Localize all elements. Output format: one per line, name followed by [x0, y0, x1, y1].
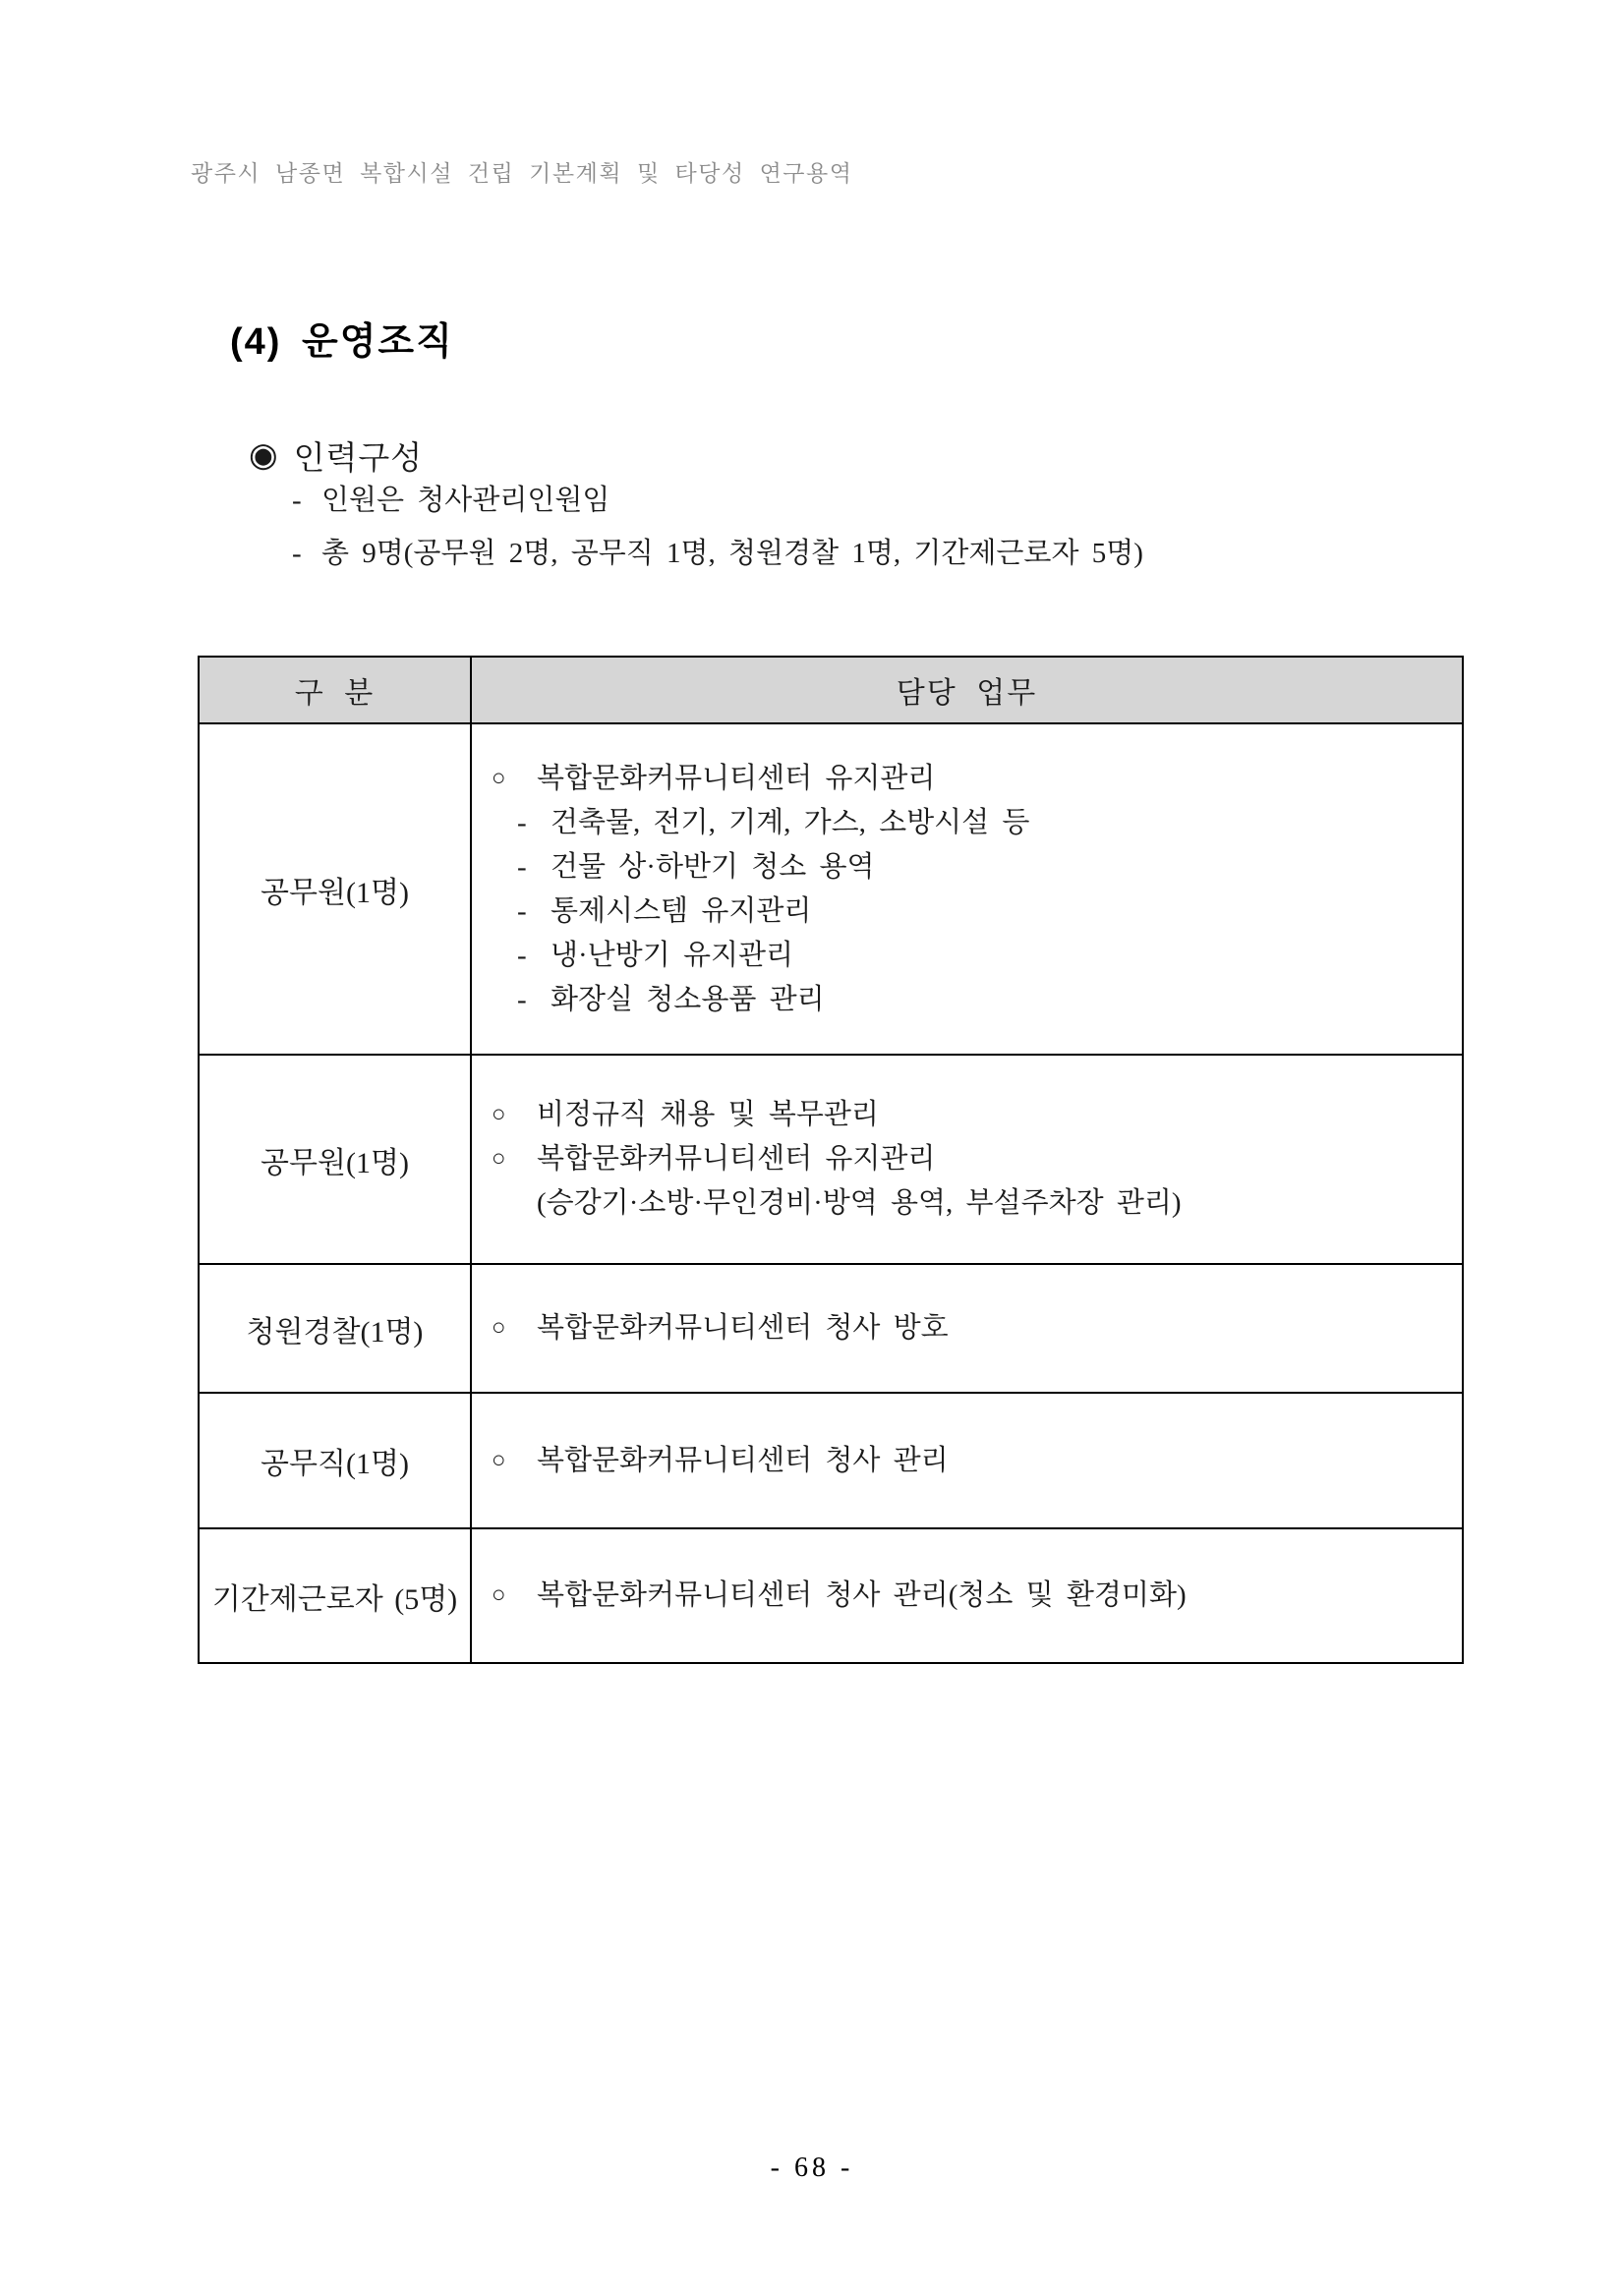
duty-line [492, 1439, 1452, 1483]
duty-line [492, 1093, 1452, 1137]
list-item [292, 537, 1143, 570]
duty-line [517, 934, 1452, 978]
dash-bullet-icon: - [292, 538, 302, 569]
category-cell: 청원경찰(1명) [199, 1264, 471, 1393]
category-cell: 기간제근로자 (5명) [199, 1528, 471, 1663]
duty-line [492, 757, 1452, 801]
duties-cell [471, 1264, 1463, 1393]
table-row [199, 1393, 1463, 1528]
dash-bullet-icon: - [517, 939, 527, 971]
document-header: 광주시 남종면 복합시설 건립 기본계획 및 타당성 연구용역 [191, 160, 853, 186]
duties-cell [471, 723, 1463, 1055]
list-item [292, 484, 1143, 517]
category-cell: 공무원(1명) [199, 1055, 471, 1264]
duty-text: 복합문화커뮤니티센터 청사 방호 [537, 1312, 949, 1344]
duty-text: 복합문화커뮤니티센터 청사 관리(청소 및 환경미화) [537, 1579, 1187, 1611]
duty-text: 복합문화커뮤니티센터 유지관리 [537, 1143, 936, 1175]
staff-duties-table [198, 656, 1464, 1664]
subsection-label: 인력구성 [293, 441, 424, 477]
category-cell: 공무원(1명) [199, 723, 471, 1055]
list-item-text: 총 9명(공무원 2명, 공무직 1명, 청원경찰 1명, 기간제근로자 5명) [321, 538, 1143, 569]
circle-bullet-icon: ○ [492, 1102, 506, 1127]
circle-bullet-icon: ○ [492, 1447, 506, 1473]
intro-list [292, 484, 1143, 590]
duty-text: (승강기·소방·무인경비·방역 용역, 부설주차장 관리) [537, 1187, 1182, 1219]
duty-text: 건축물, 전기, 기계, 가스, 소방시설 등 [551, 806, 1030, 838]
table-row [199, 1055, 1463, 1264]
dash-bullet-icon: - [517, 983, 527, 1015]
duty-text: 건물 상·하반기 청소 용역 [551, 850, 875, 883]
duty-line [537, 1181, 1452, 1226]
duty-text: 화장실 청소용품 관리 [551, 983, 825, 1015]
dash-bullet-icon: - [517, 850, 527, 883]
duty-line [492, 1574, 1452, 1618]
circle-bullet-icon: ○ [492, 765, 506, 791]
duties-cell [471, 1528, 1463, 1663]
table-header-row [199, 657, 1463, 723]
duty-line [492, 1306, 1452, 1350]
table-row [199, 1528, 1463, 1663]
table-row [199, 1264, 1463, 1393]
list-item-text: 인원은 청사관리인원임 [321, 485, 610, 516]
duties-cell [471, 1055, 1463, 1264]
table-body [199, 723, 1463, 1663]
dash-bullet-icon: - [517, 806, 527, 838]
category-cell: 공무직(1명) [199, 1393, 471, 1528]
circle-bullet-icon: ○ [492, 1315, 506, 1341]
section-title: (4) 운영조직 [230, 321, 454, 363]
duty-text: 복합문화커뮤니티센터 청사 관리 [537, 1444, 949, 1476]
duty-text: 통제시스템 유지관리 [551, 894, 812, 927]
duty-text: 비정규직 채용 및 복무관리 [537, 1099, 879, 1130]
duty-line [517, 890, 1452, 934]
circle-bullet-icon: ○ [492, 1582, 506, 1608]
duty-line [517, 845, 1452, 890]
duty-text: 복합문화커뮤니티센터 유지관리 [537, 762, 936, 794]
dash-bullet-icon: - [517, 894, 527, 927]
column-header-category: 구 분 [199, 657, 471, 723]
subsection-heading [249, 432, 423, 479]
page-number: - 68 - [770, 2152, 854, 2183]
duty-line [517, 978, 1452, 1022]
table-row [199, 723, 1463, 1055]
circle-bullet-icon: ○ [492, 1146, 506, 1172]
duty-line [517, 801, 1452, 845]
duty-line [492, 1137, 1452, 1181]
column-header-duty: 담당 업무 [471, 657, 1463, 723]
dash-bullet-icon: - [292, 485, 302, 516]
fisheye-bullet-icon: ◉ [249, 436, 278, 474]
duty-text: 냉·난방기 유지관리 [551, 939, 794, 971]
duties-cell [471, 1393, 1463, 1528]
